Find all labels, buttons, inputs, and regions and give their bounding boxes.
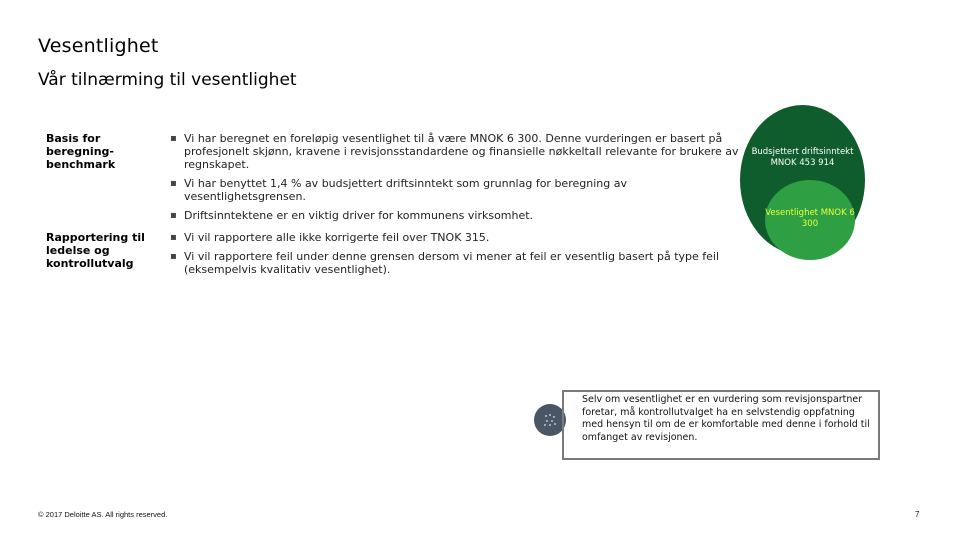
section-label-basis: Basis for beregning-benchmark [46,132,116,171]
note-callout: Selv om vesentlighet er en vurdering som revisjonspartner foretar, må kontrollutvalget ha en selvstendig oppfatning med hensyn til om de er komfortable med denne i forhold til omfanget av revisjonen. [562,390,880,460]
slide-title: Vesentlighet [38,35,159,57]
bullet-item: ▪ Vi har beregnet en foreløpig vesentlighet til å være MNOK 6 300. Denne vurderingen er basert på profesjonelt skjønn, kravene i revisjonsstandardene og finansielle nøkkeltall relevante for brukere av regnskapet. [170,132,750,171]
slide-subtitle: Vår tilnærming til vesentlighet [38,70,297,90]
inner-circle-label: Vesentlighet MNOK 6 300 [765,208,855,229]
section-label-reporting: Rapportering til ledelse og kontrollutvalg [46,231,145,270]
bullet-list-basis [170,132,750,228]
bullet-list-reporting [170,231,750,282]
bullet-item: ▪ Vi vil rapportere alle ikke korrigerte feil over TNOK 315. [170,231,750,244]
bullet-item: ▪ Vi har benyttet 1,4 % av budsjettert driftsinntekt som grunnlag for beregning av vesentlighetsgrensen. [170,177,750,203]
outer-circle-label: Budsjettert driftsinntekt MNOK 453 914 [751,147,854,168]
footer-copyright: © 2017 Deloitte AS. All rights reserved. [38,510,168,519]
info-icon-glyph [542,412,558,428]
page-number: 7 [915,510,920,519]
bullet-item: ▪ Driftsinntektene er en viktig driver for kommunens virksomhet. [170,209,750,222]
materiality-diagram [740,105,865,255]
bullet-item: ▪ Vi vil rapportere feil under denne grensen dersom vi mener at feil er vesentlig basert på type feil (eksempelvis kvalitativ vesentlighet). [170,250,750,276]
